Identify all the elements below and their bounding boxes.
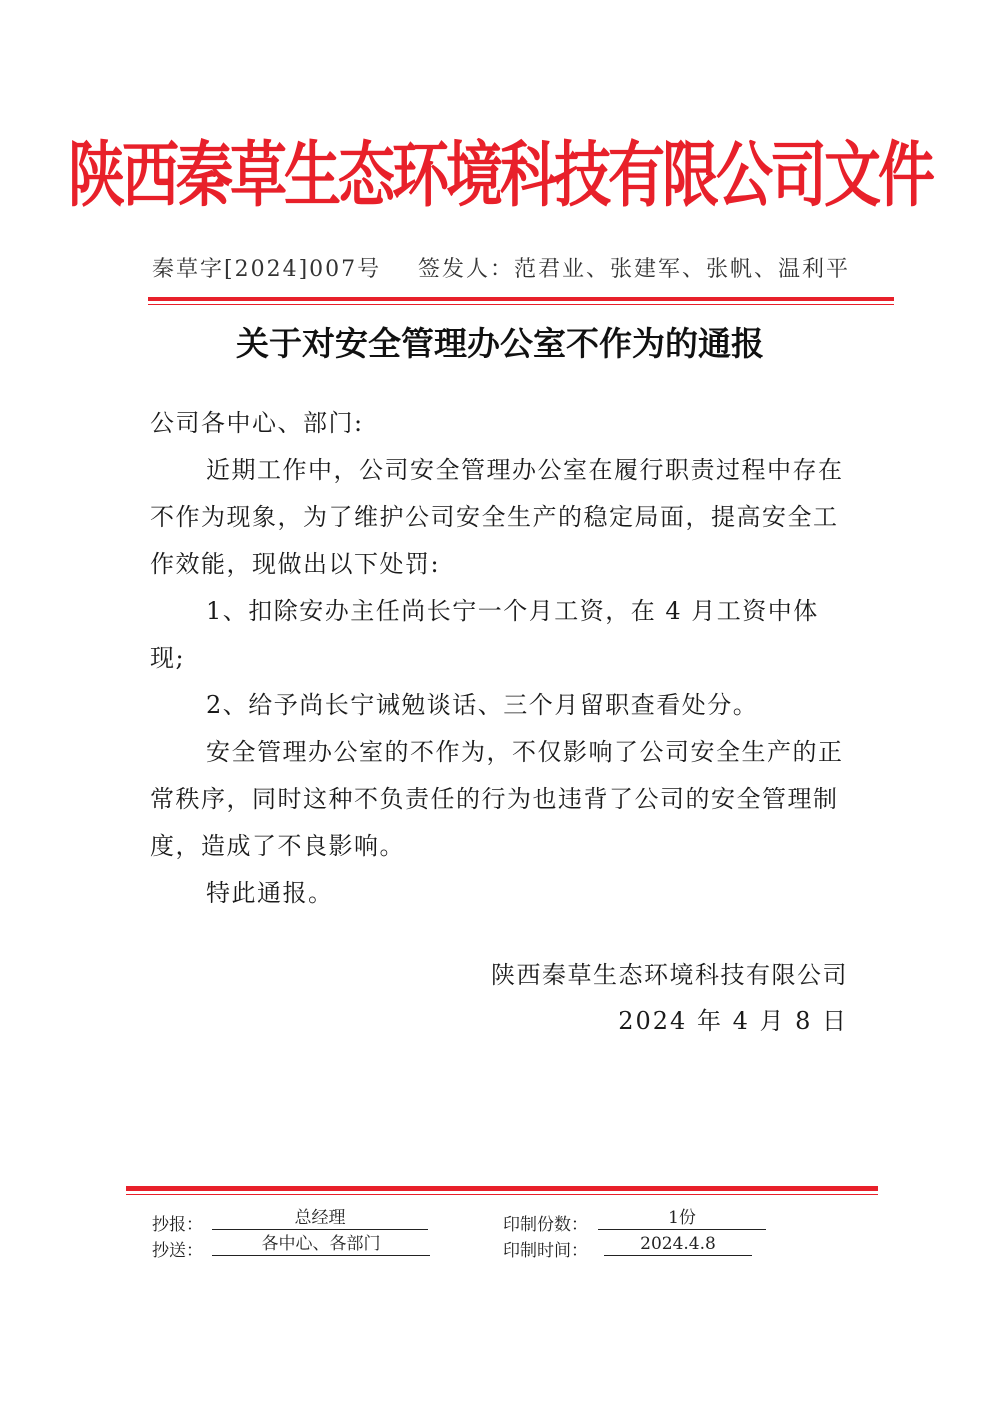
report-label: 抄报： <box>152 1215 203 1235</box>
signature-company: 陕西秦草生态环境科技有限公司 <box>491 961 848 989</box>
header-divider-thin <box>148 304 894 305</box>
send-value: 各中心、各部门 <box>212 1234 430 1256</box>
paragraph: 近期工作中，公司安全管理办公室在履行职责过程中存在不作为现象，为了维护公司安全生产的稳定局面，提高安全工作效能，现做出以下处罚: <box>150 456 844 578</box>
paragraph: 1、扣除安办主任尚长宁一个月工资，在 4 月工资中体现; <box>150 597 819 672</box>
send-label: 抄送： <box>152 1241 203 1261</box>
document-body <box>150 400 850 917</box>
signature-date: 2024 年 4 月 8 日 <box>618 1007 848 1035</box>
print-time-label: 印制时间： <box>503 1241 588 1261</box>
copies-value: 1份 <box>598 1208 766 1230</box>
copies-label: 印制份数： <box>503 1215 588 1235</box>
print-time-value: 2024.4.8 <box>604 1234 752 1256</box>
issuer-line <box>418 252 850 283</box>
footer-divider <box>126 1186 878 1191</box>
footer-divider-thin <box>126 1194 878 1195</box>
header-divider <box>148 297 894 301</box>
paragraph: 特此通报。 <box>206 879 334 907</box>
document-number: 秦草字[2024]007号 <box>152 257 382 282</box>
salutation: 公司各中心、部门: <box>150 409 364 437</box>
document-title: 关于对安全管理办公室不作为的通报 <box>236 324 764 363</box>
paragraph: 2、给予尚长宁诫勉谈话、三个月留职查看处分。 <box>206 691 759 719</box>
report-value: 总经理 <box>212 1208 428 1230</box>
letterhead-title: 陕西秦草生态环境科技有限公司文件 <box>68 133 932 217</box>
paragraph: 安全管理办公室的不作为，不仅影响了公司安全生产的正常秩序，同时这种不负责任的行为也违背了公司的安全管理制度，造成了不良影响。 <box>150 738 844 860</box>
issuer-label: 签发人： <box>418 257 515 282</box>
issuer-names: 范君业、张建军、张帆、温利平 <box>514 257 851 282</box>
